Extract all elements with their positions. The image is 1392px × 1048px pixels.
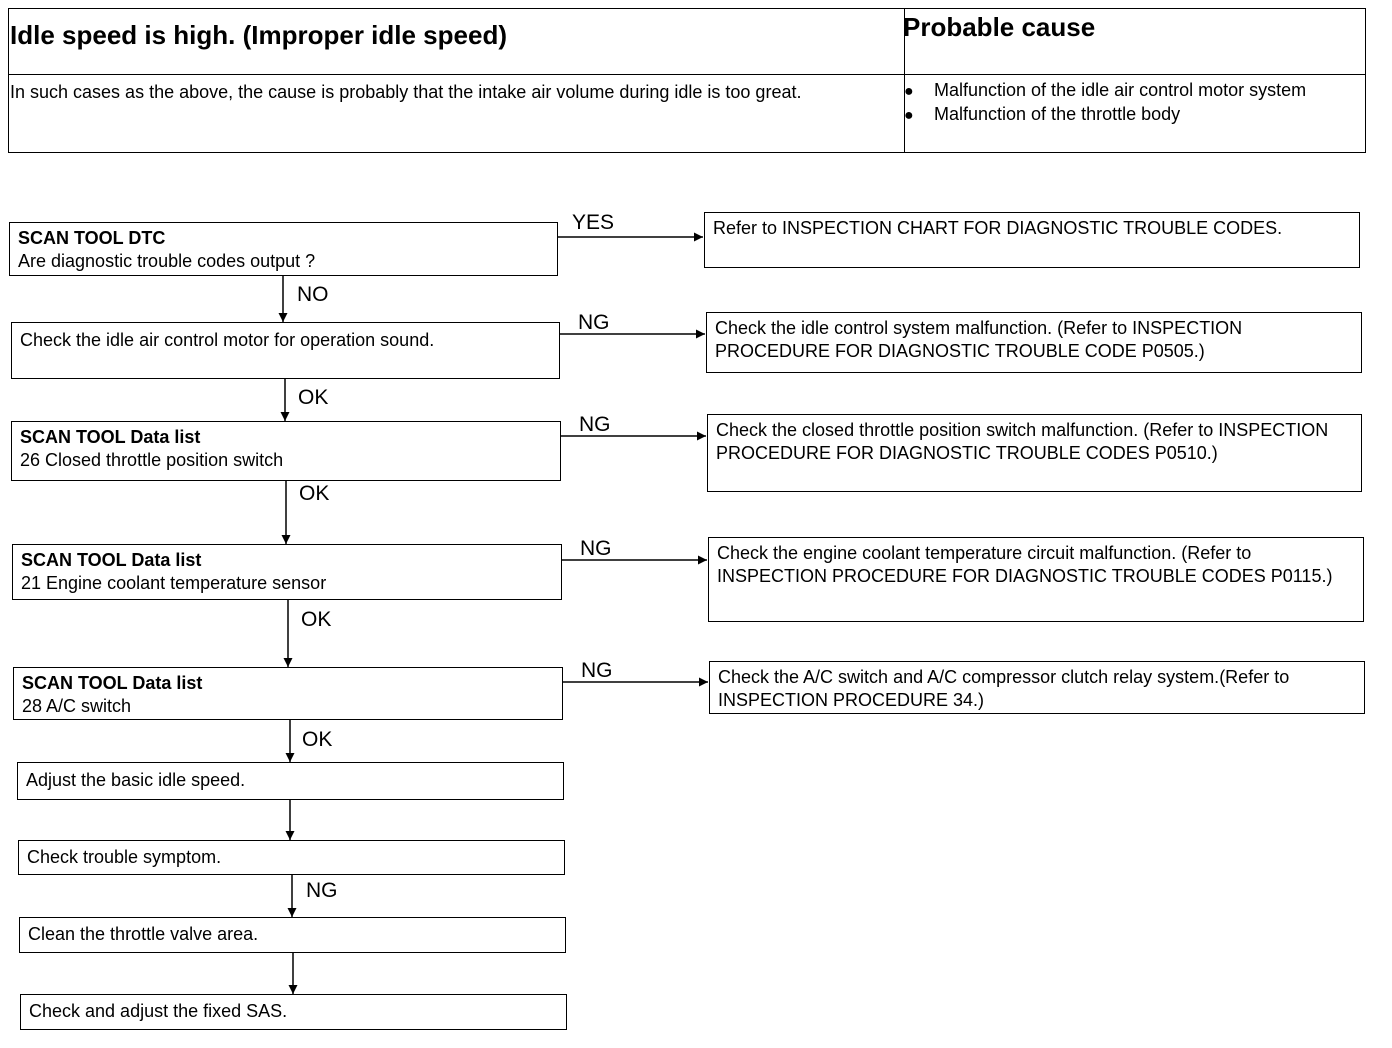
cause-text: Malfunction of the idle air control motor system bbox=[934, 80, 1307, 100]
step-box-clean-throttle bbox=[19, 917, 566, 953]
step-text: Are diagnostic trouble codes output ? bbox=[18, 251, 316, 271]
step-title: SCAN TOOL DTC bbox=[18, 228, 166, 248]
down-label: OK bbox=[299, 482, 330, 505]
step-box-check-symptom bbox=[18, 840, 565, 875]
step-text: Clean the throttle valve area. bbox=[28, 924, 259, 944]
step-box-scan-dtc bbox=[9, 222, 558, 276]
result-text: Refer to INSPECTION CHART FOR DIAGNOSTIC TROUBLE CODES. bbox=[713, 218, 1283, 238]
side-label-ng: NG bbox=[579, 413, 611, 436]
step-text: 21 Engine coolant temperature sensor bbox=[21, 573, 327, 593]
down-label: OK bbox=[302, 728, 333, 751]
cause-text: Malfunction of the throttle body bbox=[934, 104, 1181, 124]
result-box-5 bbox=[709, 661, 1365, 714]
step-title: SCAN TOOL Data list bbox=[21, 550, 202, 570]
step-title: SCAN TOOL Data list bbox=[22, 673, 203, 693]
step-text: Check the idle air control motor for operation sound. bbox=[20, 330, 435, 350]
result-box-1 bbox=[704, 212, 1360, 268]
down-label: OK bbox=[301, 608, 332, 631]
side-label-ng: NG bbox=[580, 537, 612, 560]
result-box-2 bbox=[706, 312, 1362, 373]
step-box-data-list-21 bbox=[12, 544, 562, 600]
step-text: 26 Closed throttle position switch bbox=[20, 450, 284, 470]
probable-cause-heading: Probable cause bbox=[903, 12, 1096, 42]
down-label: NG bbox=[306, 879, 338, 902]
step-text: Check and adjust the fixed SAS. bbox=[29, 1001, 288, 1021]
bullet-icon: ● bbox=[904, 107, 914, 124]
bullet-icon: ● bbox=[904, 83, 914, 100]
result-text: Check the A/C switch and A/C compressor clutch relay system.(Refer to INSPECTION PROCEDURE 34.) bbox=[718, 667, 1290, 710]
side-label-yes: YES bbox=[572, 211, 615, 234]
side-label-ng: NG bbox=[578, 311, 610, 334]
result-text: Check the closed throttle position switch malfunction. (Refer to INSPECTION PROCEDURE FOR DIAGNOSTIC TROUBLE CODES P0510.) bbox=[716, 420, 1329, 463]
down-label: OK bbox=[298, 386, 329, 409]
step-text: 28 A/C switch bbox=[22, 696, 132, 716]
symptom-description: In such cases as the above, the cause is probably that the intake air volume during idle is too great. bbox=[10, 82, 802, 102]
step-box-adjust-sas bbox=[20, 994, 567, 1030]
step-box-iac-sound bbox=[11, 322, 560, 379]
step-title: SCAN TOOL Data list bbox=[20, 427, 201, 447]
side-label-ng: NG bbox=[581, 659, 613, 682]
step-box-data-list-26 bbox=[11, 421, 561, 481]
step-text: Check trouble symptom. bbox=[27, 847, 222, 867]
result-text: Check the engine coolant temperature circuit malfunction. (Refer to INSPECTION PROCEDURE FOR DIAGNOSTIC TROUBLE CODES P0115.) bbox=[717, 543, 1333, 586]
step-box-adjust-idle bbox=[17, 762, 564, 800]
down-label: NO bbox=[297, 283, 329, 306]
step-text: Adjust the basic idle speed. bbox=[26, 770, 246, 790]
result-box-3 bbox=[707, 414, 1362, 492]
result-text: Check the idle control system malfunction. (Refer to INSPECTION PROCEDURE FOR DIAGNOSTIC TROUBLE CODE P0505.) bbox=[715, 318, 1243, 361]
step-box-data-list-28 bbox=[13, 667, 563, 720]
symptom-title: Idle speed is high. (Improper idle speed) bbox=[10, 20, 507, 50]
result-box-4 bbox=[708, 537, 1364, 622]
